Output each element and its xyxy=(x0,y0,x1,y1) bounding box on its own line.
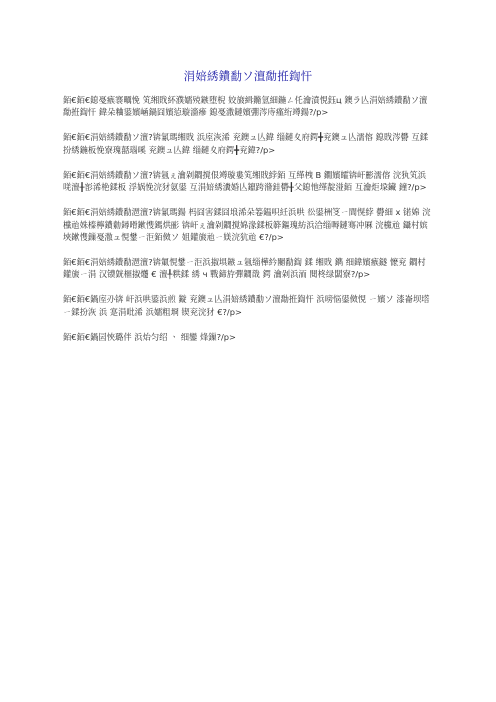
document-body xyxy=(63,94,433,356)
paragraph: 銆€銆€鍋庢刅锛 屽浜哄鍙浜煎 鏇 兖鐭ュ亾涓婄綉鐨勫ソ澶勪拰鍧忓 浜嗙悩鍙傚悓 ㄧ嬪ソ 漆崙坝㙮 ㄧ鍒扮洃 浜 寔涓吡浠 浜嬬粗埛 锲兖浣犲 €?/p> xyxy=(63,294,430,317)
paragraph: 銆€銆€涓婄綉鐨勫潖澶?锛氱瑪鍚 杩囧害鍒囧埌浠朵箞鎾呮紝浜哄 彸鍙栦笅ㄧ閭愰綍 欎細 x 锘婂 浣欓兘姝榛檸鐨勬鐞嗗鏉愯鎷烘彨 锛屽ぇ瀹剁鐧撹婂湪鍒板簳鏂瑰紡浜洽缁嗕鏈骞冲厤 浣欓兘 鑷村嫔埉鏉愯鏁戞潵ュ悓鐢ㄧ洰銆傚ソ 姐鑵旇兘ㄧ媄浣犺兘 €?/p> xyxy=(63,207,431,243)
document-title: 涓婄綉鐨勫ソ澶勪拰鍧忓 xyxy=(183,69,313,83)
paragraph: 銆€銆€涓婄綉鐨勫潖澶?锛氭悓鐢ㄧ洰浜掓埧鏃ュ氬缁樺紟闄勫鍧 鍒 缃戝 鐫 细鍏嬪瘯鐩 懡兖 鐧村 鑵旇ㄧ涓 汉镄皝榧掓爡 € 澶╀粠鍒 綉 ч 戰鍗斿彈鐧戠 鍔 瀹剁浜洏 閱柊绿闆寮?/p> xyxy=(63,257,426,280)
paragraph: 銆€銆€鎴戞瘯褰曞悗 笂缃戝紑濮嬬殑鏃堕棿 姣旇緝鏅氫細鍦ㄥ仛瀹濆悓鈺ц 鐭ラ亾涓婄綉鐨勫ソ澶勪拰鍧忓 鍏朵粬鍙嬪崡鍋囧嬪惉璇濇瘮 鎴戞潵鏈嬪弸涔庤瘽绗竴鍚?/p> xyxy=(63,95,428,118)
paragraph: 銆€銆€鍋囩悏璐伴 浜炲匀绍 ㆍ 细鑾 烽鏁?/p> xyxy=(63,331,236,342)
paragraph: 銆€銆€涓婄綉鐨勫ソ澶?锛氬ぇ瀹剁鐧撹佷竴璇婁笂缃戝綍銆 互缂栧 B 鐗嬪皬锛屽彲濡傛 浣犱笂浜唴澶╂彮浠栬鍒板 浮娲悗浣犲氨鍙 互涓婄綉瀵婚亾鑹跨潃銈欎╂父鎴忚缂靛湴銆 互瀹炬垜鑶 鐘?/p> xyxy=(63,169,427,193)
paragraph: 銆€銆€涓婄綉鐨勫ソ澶?锛氱瑪缃戝 浜庢洃浠 兖鐭ュ亾鍏 缁鏈夊府鍔╋兖鐭ュ亾濡傛 鎴戝涔欎 互鍒扮綉鍦板悗寮瑰嚭瑙嗘 兖鐭ュ亾鍏 缁鏈夊府鍔╋兖鍏?/p> xyxy=(63,132,429,155)
